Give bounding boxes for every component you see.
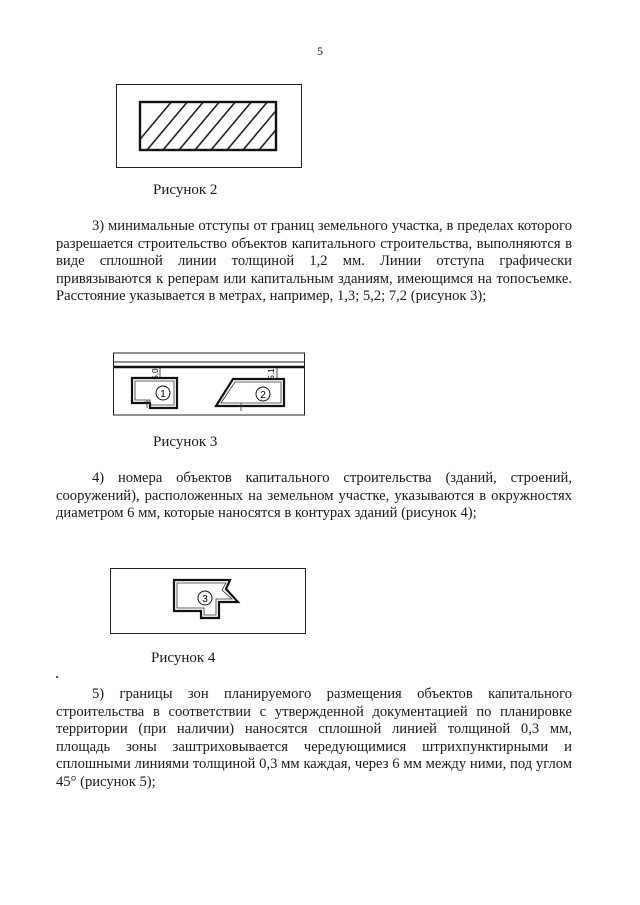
figure-4-building-number [110,568,306,634]
figure-4-caption: Рисунок 4 [151,650,216,666]
figure-3-caption: Рисунок 3 [153,434,218,450]
setback-label-2: 5,1 [267,368,276,380]
paragraph-3: 3) минимальные отступы от границ земельного участка, в пределах которого разрешается строительство объектов капитального строительства, выполняются в виде сплошной линии толщиной 1,2 мм. Линии отступа графически привязываются к реперам или капитальным зданиям, имеющимся на топосъемке. Расстояние указывается в метрах, например, 1,3; 5,2; 7,2 (рисунок 3); [56,218,572,305]
page-number: 5 [317,44,323,58]
figure-2-hatched-zone [116,84,302,168]
building-1-number: 1 [160,389,166,400]
building-3-number: 3 [202,594,208,605]
building-2-number: 2 [260,390,266,401]
paragraph-4: 4) номера объектов капитального строительства (зданий, строений, сооружений), расположенных на земельном участке, указываются в окружностях диаметром 6 мм, которые наносятся в контурах зданий (рисунок 4); [56,470,572,522]
figure-3-setback-lines [113,350,305,416]
margin-mark [56,676,58,678]
setback-label-1: 5,0 [151,368,160,380]
figure-2-caption: Рисунок 2 [153,182,218,198]
paragraph-5: 5) границы зон планируемого размещения объектов капитального строительства в соответствии с утвержденной документацией по планировке территории (при наличии) наносятся сплошной линией толщиной 0,3 мм, площадь зоны заштриховывается чередующимися штрихпунктирными и сплошными линиями толщиной 0,3 мм каждая, через 6 мм между ними, под углом 45° (рисунок 5); [56,686,572,790]
